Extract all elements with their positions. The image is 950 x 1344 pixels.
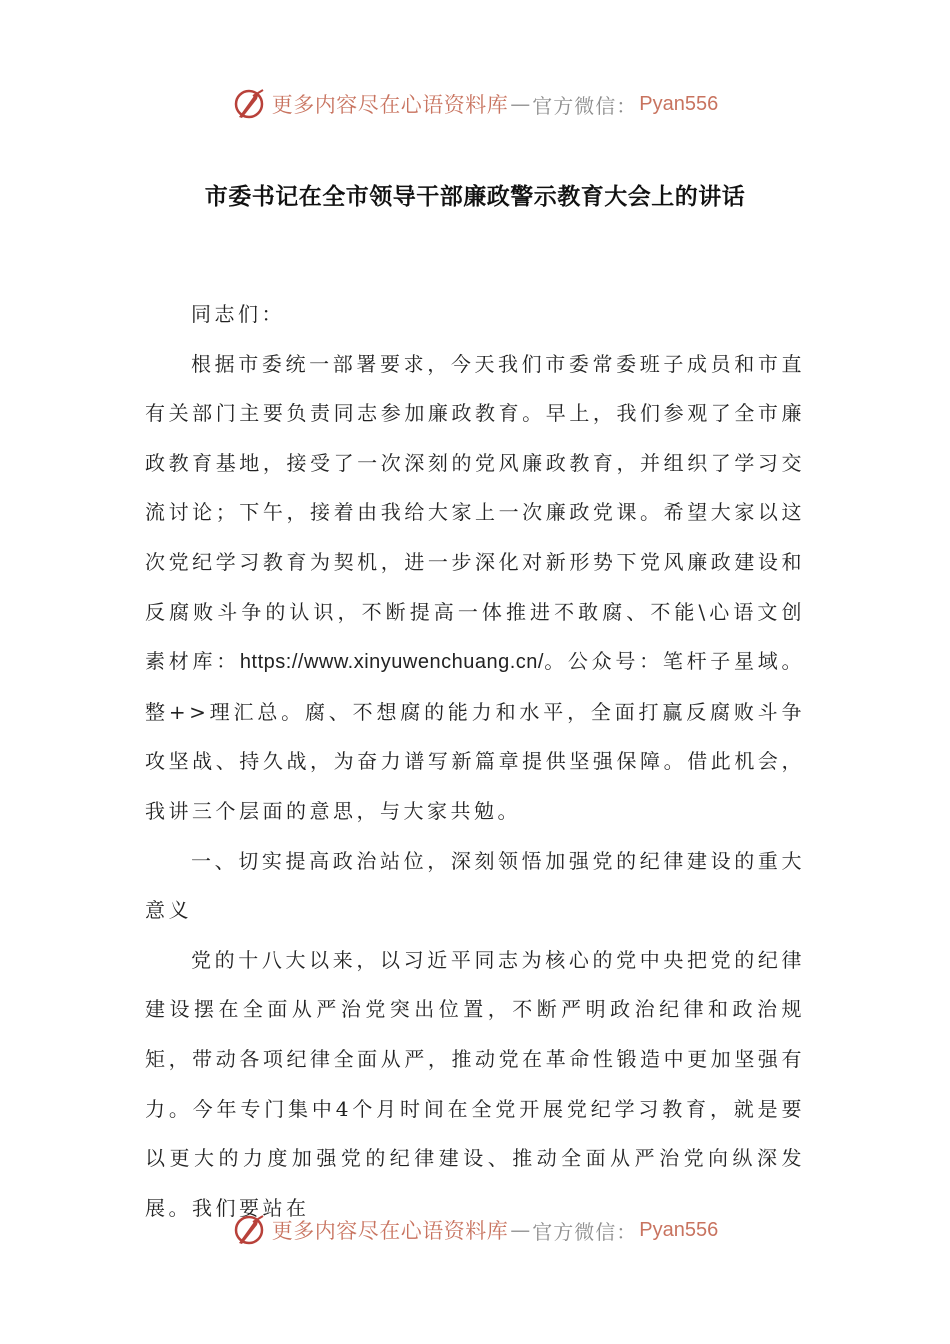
banner-text: 更多内容尽在心语资料库 xyxy=(271,1219,509,1243)
banner-wechat-id: Pyan556 xyxy=(639,92,719,115)
paragraph-2: 党的十八大以来，以习近平同志为核心的党中央把党的纪律建设摆在全面从严治党突出位置，不断严明政治纪律和政治规矩，带动各项纪律全面从严，推动党在革命性锻造中更加坚强有力。今年专门集中4个月时间在全党开展党纪学习教育，就是要以更大的力度加强党的纪律建设、推动全面从严治党向纵深发展。我们要站在 xyxy=(145,947,805,1220)
paragraph-1 xyxy=(145,340,805,837)
section-heading-1: 一、切实提高政治站位，深刻领悟加强党的纪律建设的重大意义 xyxy=(145,848,805,923)
pen-logo-icon xyxy=(232,86,268,122)
watermark-banner-top xyxy=(0,84,950,124)
document-body xyxy=(145,290,805,1233)
greeting: 同志们： xyxy=(191,302,285,326)
banner-text: 更多内容尽在心语资料库 xyxy=(271,93,509,117)
paragraph-1-text: 根据市委统一部署要求，今天我们市委常委班子成员和市直有关部门主要负责同志参加廉政教育。早上，我们参观了全市廉政教育基地，接受了一次深刻的党风廉政教育，并组织了学习交流讨论；下午，接着由我给大家上一次廉政党课。希望大家以这次党纪学习教育为契机，进一步深化对新形势下党风廉政建设和反腐败斗争的认识，不断提高一体推进不敢腐、不能\心语文创素材库： xyxy=(145,351,805,674)
pen-logo-icon xyxy=(232,1212,268,1248)
banner-wechat-label: 官方微信： xyxy=(532,1219,638,1244)
watermark-banner-bottom xyxy=(0,1210,950,1250)
banner-dash: — xyxy=(510,92,531,116)
banner-dash: — xyxy=(510,1218,531,1242)
banner-wechat-label: 官方微信： xyxy=(532,93,638,118)
paragraph-1-url: https://www.xinyuwenchuang.cn/ xyxy=(239,651,544,674)
document-title: 市委书记在全市领导干部廉政警示教育大会上的讲话 xyxy=(204,184,746,210)
paragraph-1-tail: 。公众号：笔杆子星域。整+>理汇总。腐、不想腐的能力和水平，全面打赢反腐败斗争攻坚战、持久战，为奋力谱写新篇章提供坚强保障。借此机会，我讲三个层面的意思，与大家共勉。 xyxy=(145,649,806,823)
banner-wechat-id: Pyan556 xyxy=(639,1218,719,1241)
